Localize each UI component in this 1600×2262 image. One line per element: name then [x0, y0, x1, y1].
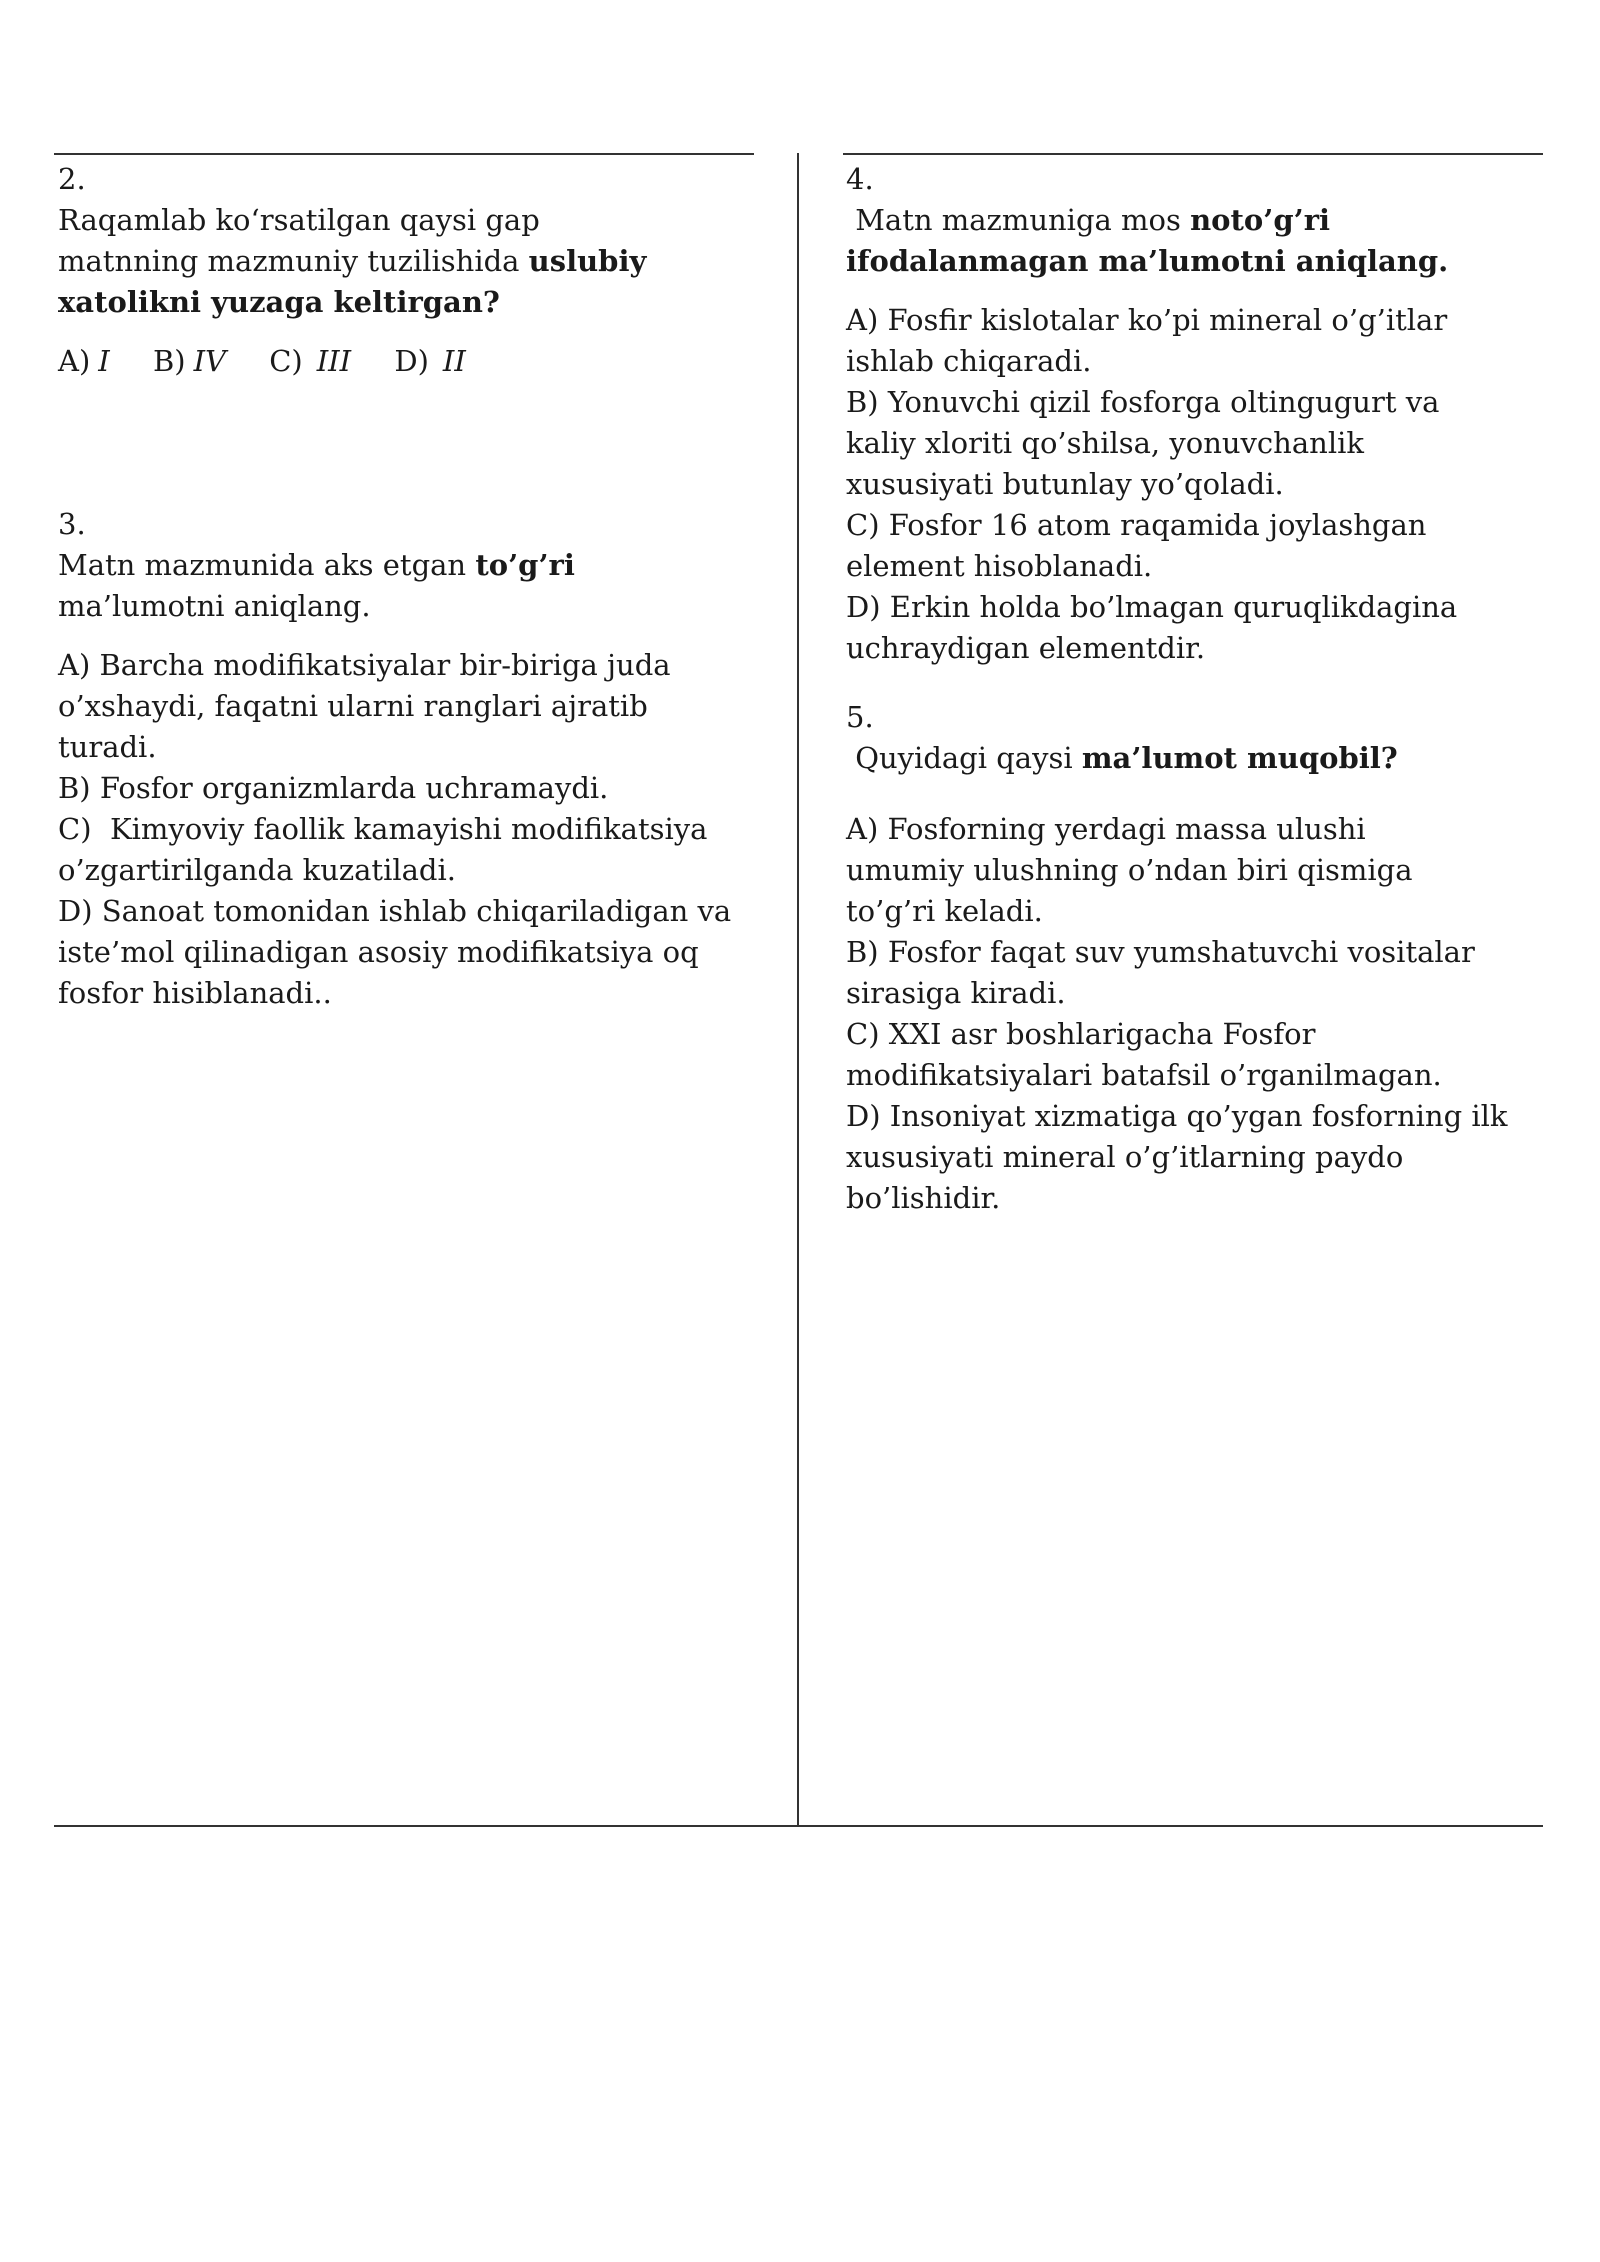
- top-rule-right: [843, 153, 1543, 155]
- bottom-rule: [54, 1825, 1543, 1827]
- question-2: [58, 159, 758, 382]
- question-4-option-b[interactable]: B) Yonuvchi qizil fosforga oltingugurt va kaliy xloriti qo’shilsa, yonuvchanlik xususiyati butunlay yo’qoladi.: [846, 385, 1440, 501]
- question-5-prompt: Quyidagi qaysi ma’lumot muqobil?: [846, 741, 1398, 775]
- question-4-prompt: Matn mazmuniga mos noto’g’ri ifodalanmagan ma’lumotni aniqlang.: [846, 203, 1449, 278]
- question-2-prompt: [58, 200, 688, 323]
- question-4-number: 4.: [846, 162, 874, 196]
- answer-c[interactable]: C) III: [269, 344, 352, 378]
- question-5-option-c[interactable]: C) XXI asr boshlarigacha Fosfor modifikatsiyalari batafsil o’rganilmagan.: [846, 1017, 1442, 1092]
- question-5-option-d[interactable]: D) Insoniyat xizmatiga qo’ygan fosforning ilk xususiyati mineral o’g’itlarning paydo bo’lishidir.: [846, 1099, 1508, 1215]
- question-5-bold: ma’lumot muqobil?: [1081, 741, 1398, 775]
- question-2-answers: [58, 341, 758, 382]
- question-3-option-a[interactable]: A) Barcha modifikatsiyalar bir-biriga juda o’xshaydi, faqatni ularni ranglari ajratib turadi.: [58, 648, 671, 764]
- question-3-prompt: Matn mazmunida aks etgan to’g’ri ma’lumotni aniqlang.: [58, 548, 594, 623]
- answer-d[interactable]: D) II: [394, 344, 466, 378]
- right-column: [846, 159, 1546, 1219]
- question-5: [846, 697, 1546, 1219]
- question-5-option-b[interactable]: B) Fosfor faqat suv yumshatuvchi vositalar sirasiga kiradi.: [846, 935, 1475, 1010]
- question-3-number: 3.: [58, 507, 86, 541]
- answer-b[interactable]: B) IV: [152, 344, 226, 378]
- question-4-option-a[interactable]: A) Fosfir kislotalar ko’pi mineral o’g’itlar ishlab chiqaradi.: [846, 303, 1448, 378]
- column-divider: [797, 153, 799, 1825]
- question-2-text: Raqamlab koʻrsatilgan qaysi gap matnning mazmuniy tuzilishida: [58, 203, 540, 278]
- question-4-bold: noto’g’ri ifodalanmagan ma’lumotni aniqlang.: [846, 203, 1449, 278]
- question-4-option-d[interactable]: D) Erkin holda bo’lmagan quruqlikdagina uchraydigan elementdir.: [846, 590, 1458, 665]
- top-rule-left: [54, 153, 754, 155]
- question-2-bold: uslubiy xatolikni yuzaga keltirgan?: [58, 244, 647, 319]
- left-column: [58, 159, 758, 1014]
- question-4-option-c[interactable]: C) Fosfor 16 atom raqamida joylashgan element hisoblanadi.: [846, 508, 1427, 583]
- question-3-option-c[interactable]: C) Kimyoviy faollik kamayishi modifikatsiya o’zgartirilganda kuzatiladi.: [58, 812, 717, 887]
- question-3-option-d[interactable]: D) Sanoat tomonidan ishlab chiqariladigan va iste’mol qilinadigan asosiy modifikatsiya oq fosfor hisiblanadi..: [58, 894, 732, 1010]
- question-4: [846, 159, 1546, 669]
- question-2-number: 2.: [58, 162, 86, 196]
- answer-a[interactable]: A) I: [58, 344, 110, 378]
- question-3-bold: to’g’ri: [475, 548, 575, 582]
- question-5-number: 5.: [846, 700, 874, 734]
- question-3: [58, 504, 758, 1014]
- question-5-option-a[interactable]: A) Fosforning yerdagi massa ulushi umumiy ulushning o’ndan biri qismiga to’g’ri keladi.: [846, 812, 1413, 928]
- question-3-option-b[interactable]: B) Fosfor organizmlarda uchramaydi.: [58, 771, 609, 805]
